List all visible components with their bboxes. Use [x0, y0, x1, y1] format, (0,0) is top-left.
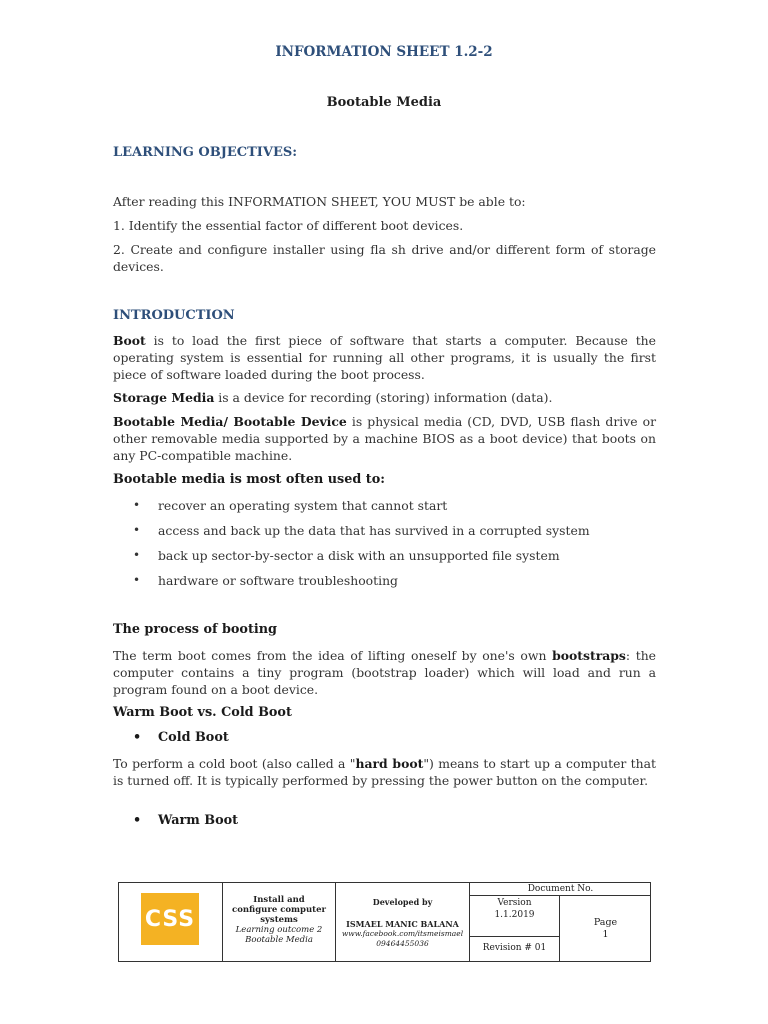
boot-definition-text: is to load the first piece of software that starts a computer. Because the operating system is essential for running all other programs, it is usually the first piece of software loaded during the boot process. — [113, 333, 656, 382]
hard-boot-term: hard boot — [355, 756, 424, 771]
process-text — [113, 647, 656, 698]
boot-definition — [113, 332, 656, 383]
course-line-5: Bootable Media — [245, 935, 313, 945]
uses-heading: Bootable media is most often used to: — [113, 472, 385, 487]
list-item: • back up sector-by-sector a disk with an unsupported file system — [133, 547, 653, 564]
bootable-definition-text: is physical media (CD, DVD, USB flash drive or other removable media supported by a machine BIOS as a boot device) that boots on any PC-compatible machine. — [113, 414, 656, 463]
warm-boot-label: • Warm Boot — [133, 813, 238, 828]
warm-vs-cold-heading: Warm Boot vs. Cold Boot — [113, 705, 292, 720]
process-text-a: The term boot comes from the idea of lifting oneself by one's own — [113, 648, 553, 663]
cold-text-b: ") means to start up a computer that is turned off. It is typically performed by pressing the power button on the computer. — [113, 756, 656, 788]
list-item: • recover an operating system that cannot start — [133, 497, 653, 514]
footer-table — [118, 882, 651, 962]
version-label: Version — [497, 898, 532, 908]
developer-phone: 09464455036 — [376, 939, 429, 948]
objectives-intro: After reading this INFORMATION SHEET, YOU MUST be able to: — [113, 194, 526, 209]
logo-text: CSS — [144, 906, 196, 932]
cold-boot-text — [113, 755, 656, 789]
bootable-definition — [113, 413, 656, 464]
sheet-title: INFORMATION SHEET 1.2-2 — [275, 44, 493, 60]
page-box — [560, 895, 651, 961]
bootable-term: Bootable Media/ Bootable Device — [113, 414, 347, 429]
subject-title: Bootable Media — [326, 95, 442, 110]
document-info-cell — [470, 883, 651, 961]
course-line-1: Install and — [253, 895, 305, 905]
version-box — [470, 895, 560, 937]
process-text-b: : the computer contains a tiny program (bootstrap loader) which will load and run a program found on a boot device. — [113, 648, 657, 697]
introduction-heading: INTRODUCTION — [113, 308, 235, 323]
objective-item-1: 1. Identify the essential factor of different boot devices. — [113, 218, 464, 233]
developer-url: www.facebook.com/itsmeismael — [341, 929, 464, 938]
uses-list — [133, 497, 653, 597]
course-line-4: Learning outcome 2 — [235, 925, 323, 935]
boot-term: Boot — [113, 333, 146, 348]
developer-name: ISMAEL MANIC BALANA — [346, 919, 459, 929]
cold-text-a: To perform a cold boot (also called a " — [113, 756, 356, 771]
revision-label: Revision # 01 — [470, 937, 560, 961]
logo-cell — [119, 883, 223, 961]
version-value: 1.1.2019 — [494, 910, 535, 920]
cold-boot-label: • Cold Boot — [133, 730, 229, 745]
page-label: Page — [593, 917, 618, 928]
bootstraps-term: bootstraps — [552, 648, 626, 663]
course-line-3: systems — [260, 915, 298, 925]
list-item: • hardware or software troubleshooting — [133, 572, 653, 589]
objectives-heading: LEARNING OBJECTIVES: — [113, 145, 298, 160]
storage-definition — [113, 389, 656, 406]
developed-by-label: Developed by — [372, 897, 433, 907]
objective-item-2: 2. Create and configure installer using fla sh drive and/or different form of storage devices. — [113, 242, 656, 274]
course-line-2: configure computer — [232, 905, 326, 915]
css-logo — [141, 893, 199, 945]
storage-definition-text: is a device for recording (storing) information (data). — [214, 390, 553, 405]
process-heading: The process of booting — [113, 622, 277, 637]
developer-cell — [336, 883, 470, 961]
document-no-label: Document No. — [470, 883, 651, 896]
page-number: 1 — [602, 929, 609, 940]
list-item: • access and back up the data that has survived in a corrupted system — [133, 522, 653, 539]
storage-term: Storage Media — [113, 390, 215, 405]
course-cell — [223, 883, 336, 961]
